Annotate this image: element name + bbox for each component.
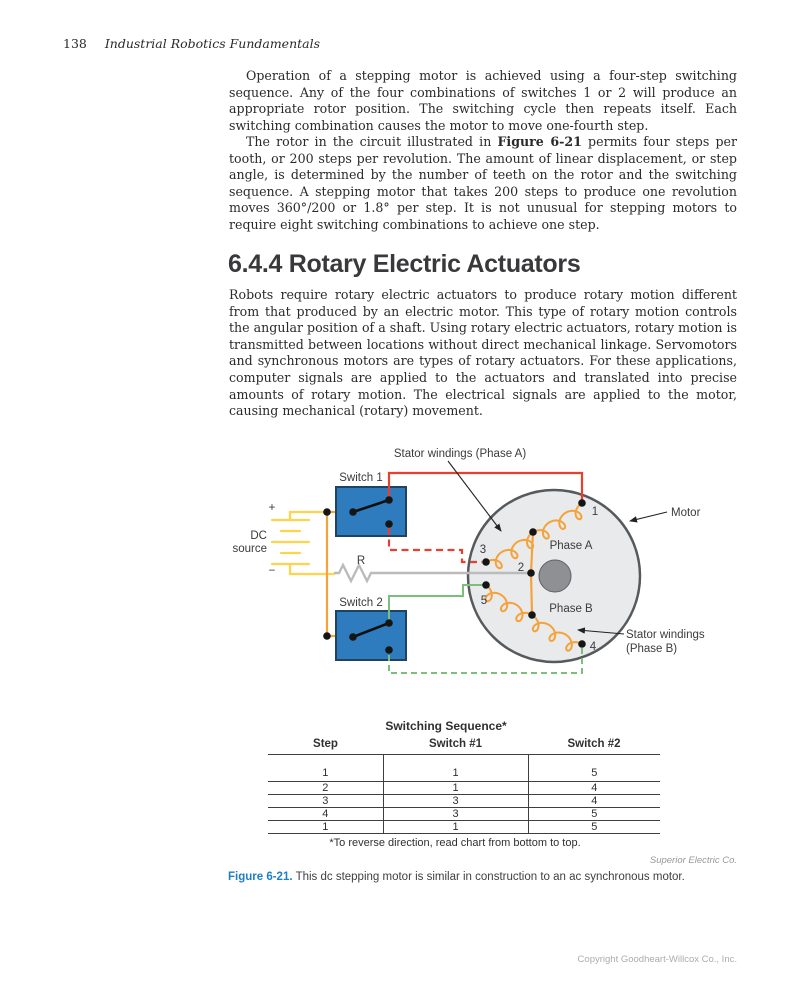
motor-label: Motor [671,507,701,519]
figure-credit: Superior Electric Co. [649,855,737,866]
stator-a-leader-arrow [448,461,501,531]
terminal-2-label: 2 [517,562,525,574]
motor-leader-arrow [630,512,667,521]
plus-label: + [268,502,276,514]
table-row [268,795,660,808]
cell-switch1: 3 [383,808,528,821]
battery-positive-lead [290,512,327,520]
paragraph-text: The rotor in the circuit illustrated in [246,134,498,149]
phase-a-label: Phase A [549,540,593,552]
cell-switch2: 5 [528,755,660,782]
switch2-label: Switch 2 [339,597,383,609]
terminal-3-label: 3 [479,544,487,556]
stator-a-label: Stator windings (Phase A) [393,448,527,460]
cell-switch1: 1 [383,755,528,782]
figure-caption-label: Figure 6-21. [228,871,293,883]
cell-switch1: 1 [383,821,528,834]
column-header-switch2: Switch #2 [528,737,660,755]
table-row [268,755,660,782]
switch1-box [336,487,406,536]
minus-label: − [268,565,276,577]
copyright-notice: Copyright Goodheart-Willcox Co., Inc. [577,954,737,965]
section-heading: 6.4.4 Rotary Electric Actuators [228,250,581,278]
stator-b-label: (Phase B) [626,643,678,655]
circuit-diagram [226,442,722,682]
page-number: 138 [63,36,87,51]
running-title: Industrial Robotics Fundamentals [104,36,321,51]
cell-switch2: 4 [528,782,660,795]
resistor-label: R [356,555,366,567]
cell-switch2: 4 [528,795,660,808]
dc-source-label: source [232,543,267,555]
cell-switch1: 1 [383,782,528,795]
paragraph-stepping-operation: Operation of a stepping motor is achieved using a four-step switching sequence. Any of the four combinations of switches 1 or 2 will produce an appropriate rotor position. The switching cycle then repeats itself. Each switching combination causes the motor to move one-fourth step. [229,68,737,133]
column-header-switch1: Switch #1 [383,737,528,755]
column-header-step: Step [268,737,383,755]
cell-step: 1 [268,755,383,782]
figure-reference: Figure 6-21 [497,134,582,149]
cell-step: 4 [268,808,383,821]
table-header-row [268,737,660,755]
cell-switch2: 5 [528,808,660,821]
table-row [268,821,660,834]
switch1-label: Switch 1 [339,472,383,484]
terminal-1-label: 1 [591,506,599,518]
terminal-5-label: 5 [480,595,488,607]
battery-icon [272,512,334,574]
dc-source-label: DC [250,530,267,542]
cell-switch2: 5 [528,821,660,834]
figure-caption-text: This dc stepping motor is similar in construction to an ac synchronous motor. [295,871,685,883]
motor-shaft [539,560,571,592]
cell-step: 3 [268,795,383,808]
table-footnote: *To reverse direction, read chart from bottom to top. [329,837,581,849]
cell-step: 1 [268,821,383,834]
paragraph-rotary-actuators: Robots require rotary electric actuators to produce rotary motion different from that produced by an electric motor. This type of rotary motion controls the angular position of a shaft. Using rotary electric actuators, rotary motion is transmitted between locations without direct mechanical linkage. Servomotors and synchronous motors are types of rotary actuators. For these applications, computer signals are applied to the actuators and translated into precise amounts of rotary motion. The electrical signals are applied to the motor, causing mechanical (rotary) movement. [229,287,737,419]
switch2-box [336,611,406,660]
table-title: Switching Sequence* [385,719,507,733]
paragraph-rotor-steps [229,134,737,234]
table-row [268,808,660,821]
page-header [63,36,320,51]
switching-sequence-table [268,737,660,834]
cell-step: 2 [268,782,383,795]
stator-b-label: Stator windings [626,629,705,641]
paragraph-text: permits four steps per tooth, or 200 steps per revolution. The amount of linear displacement, or step angle, is determined by the number of teeth on the rotor and the switching sequence. A stepping motor that takes 200 steps to produce one revolution moves 360°/200 or 1.8° per step. It is not unusual for stepping motors to require eight switching combinations to achieve one step. [229,134,737,232]
figure-caption [228,871,740,883]
terminal-4-label: 4 [589,641,597,653]
phase-b-label: Phase B [549,603,593,615]
cell-switch1: 3 [383,795,528,808]
table-row [268,782,660,795]
